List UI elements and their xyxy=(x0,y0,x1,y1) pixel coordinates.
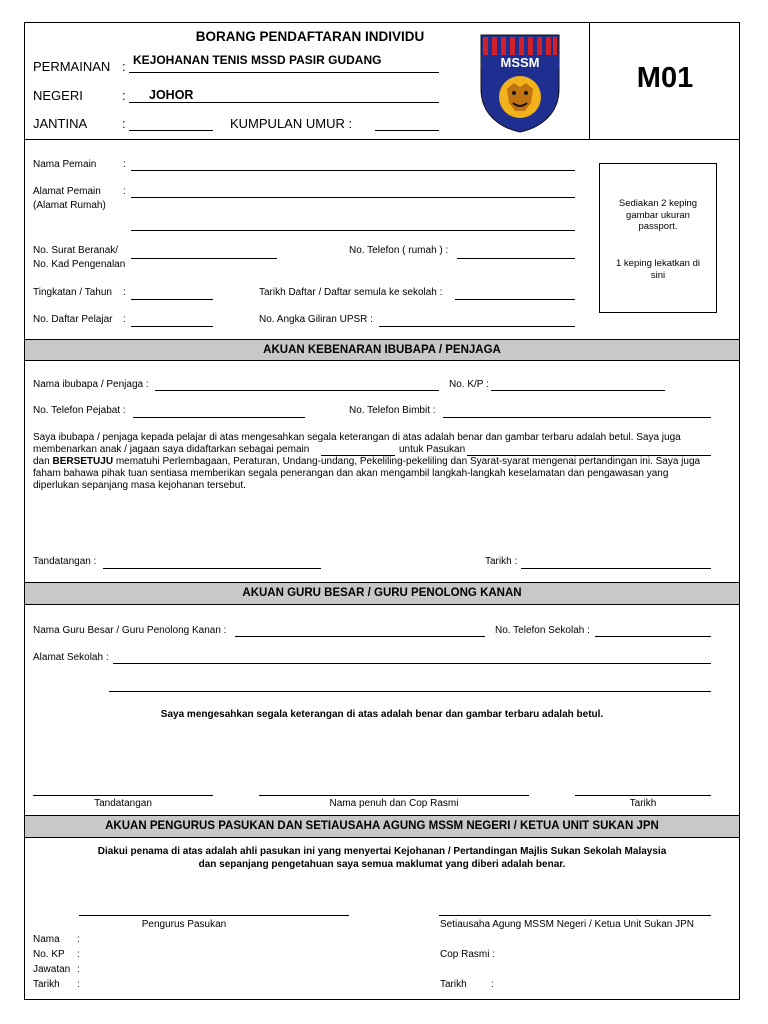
angka-giliran-label: No. Angka Giliran UPSR : xyxy=(259,314,373,325)
negeri-underline xyxy=(129,102,439,103)
surat-beranak-label: No. Surat Beranak/ xyxy=(33,245,119,256)
setiausaha-signature-field[interactable] xyxy=(439,915,711,916)
form-title: BORANG PENDAFTARAN INDIVIDU xyxy=(195,29,425,44)
pengurus-tarikh-colon: : xyxy=(77,979,80,990)
pengurus-tarikh-label: Tarikh xyxy=(33,979,60,990)
guru-tarikh-field[interactable] xyxy=(575,795,711,796)
guru-tarikh-label: Tarikh xyxy=(629,798,657,809)
pengurus-nama-label: Nama xyxy=(33,934,60,945)
guru-tandatangan-field[interactable] xyxy=(33,795,213,796)
section-heading-pengurus: AKUAN PENGURUS PASUKAN DAN SETIAUSAHA AGUNG MSSM NEGERI / KETUA UNIT SUKAN JPN xyxy=(25,815,739,838)
permainan-colon: : xyxy=(122,59,126,74)
alamat-pemain-colon: : xyxy=(123,186,126,197)
kp-ibubapa-label: No. K/P : xyxy=(449,379,489,390)
alamat-pemain-field-2[interactable] xyxy=(131,230,575,231)
pengurus-nama-colon: : xyxy=(77,934,80,945)
ibubapa-declaration-line5: diperlukan sepanjang masa kejohanan tersebut. xyxy=(33,480,246,491)
tel-sekolah-field[interactable] xyxy=(595,636,711,637)
tarikh-daftar-field[interactable] xyxy=(455,299,575,300)
dan-text: dan xyxy=(33,456,50,467)
permainan-label: PERMAINAN xyxy=(33,59,111,74)
pengurus-statement-line1: Diakui penama di atas adalah ahli pasukan ini yang menyertai Kejohanan / Pertandingan Majlis Sukan Sekolah Malaysia xyxy=(97,846,667,857)
bersetuju-text: BERSETUJU xyxy=(52,456,114,467)
negeri-value[interactable]: JOHOR xyxy=(149,88,194,102)
tarikh-daftar-label: Tarikh Daftar / Daftar semula ke sekolah : xyxy=(259,287,443,298)
jantina-field[interactable] xyxy=(129,130,213,131)
nama-pemain-colon: : xyxy=(123,159,126,170)
nama-guru-label: Nama Guru Besar / Guru Penolong Kanan : xyxy=(33,625,227,636)
setiausaha-tarikh-label: Tarikh xyxy=(440,979,467,990)
ibubapa-declaration-line2a: membenarkan anak / jagaan saya didaftarkan sebagai pemain xyxy=(33,444,310,455)
kad-pengenalan-label: No. Kad Pengenalan xyxy=(33,259,126,270)
pengurus-pasukan-label: Pengurus Pasukan xyxy=(141,919,227,930)
tel-sekolah-label: No. Telefon Sekolah : xyxy=(495,625,590,636)
kp-ibubapa-field[interactable] xyxy=(491,390,665,391)
alamat-sekolah-label: Alamat Sekolah : xyxy=(33,652,109,663)
form-code: M01 xyxy=(636,62,694,94)
logo-text: MSSM xyxy=(500,55,540,70)
no-daftar-colon: : xyxy=(123,314,126,325)
pengurus-nokp-label: No. KP xyxy=(33,949,65,960)
tel-bimbit-field[interactable] xyxy=(443,417,711,418)
negeri-colon: : xyxy=(122,88,126,103)
section-heading-ibubapa: AKUAN KEBENARAN IBUBAPA / PENJAGA xyxy=(25,339,739,361)
jantina-colon: : xyxy=(122,116,126,131)
kumpulan-umur-label: KUMPULAN UMUR : xyxy=(230,116,353,131)
mssm-logo xyxy=(477,31,563,133)
ibubapa-declaration-line4: faham bahawa pihak tuan sentiasa memberikan segala penerangan dan akan mengambil langkah-langkah keselamatan dan pengawasan yang xyxy=(33,468,669,479)
ibubapa-declaration-line2b: untuk Pasukan xyxy=(399,444,466,455)
guru-statement: Saya mengesahkan segala keterangan di atas adalah benar dan gambar terbaru adalah betul. xyxy=(160,709,604,720)
ibubapa-tarikh-label: Tarikh : xyxy=(485,556,518,567)
ibubapa-tandatangan-field[interactable] xyxy=(103,568,321,569)
guru-nama-cop-label: Nama penuh dan Cop Rasmi xyxy=(329,798,459,809)
tel-pejabat-label: No. Telefon Pejabat : xyxy=(33,405,126,416)
photo-affix-note: 1 keping lekatkan di sini xyxy=(616,258,700,281)
alamat-sekolah-field-2[interactable] xyxy=(109,691,711,692)
permainan-value[interactable]: KEJOHANAN TENIS MSSD PASIR GUDANG xyxy=(133,53,382,67)
photo-instruction: Sediakan 2 keping gambar ukuran passport. xyxy=(618,198,698,232)
pengurus-statement-line2: dan sepanjang pengetahuan saya semua maklumat yang diberi adalah benar. xyxy=(198,859,566,870)
ibubapa-tandatangan-label: Tandatangan : xyxy=(33,556,97,567)
guru-tandatangan-label: Tandatangan xyxy=(94,798,152,809)
registration-form xyxy=(24,22,740,1000)
alamat-pemain-field-1[interactable] xyxy=(131,197,575,198)
no-daftar-label: No. Daftar Pelajar xyxy=(33,314,113,325)
alamat-sekolah-field-1[interactable] xyxy=(113,663,711,664)
setiausaha-tarikh-colon: : xyxy=(491,979,494,990)
tel-bimbit-label: No. Telefon Bimbit : xyxy=(349,405,436,416)
nama-guru-field[interactable] xyxy=(235,636,485,637)
nama-pemain-label: Nama Pemain xyxy=(33,159,97,170)
cop-rasmi-label: Cop Rasmi : xyxy=(440,949,496,960)
angka-giliran-field[interactable] xyxy=(379,326,575,327)
permainan-underline xyxy=(129,72,439,73)
telefon-rumah-field[interactable] xyxy=(457,258,575,259)
mematuhi-text: mematuhi Perlembagaan, Peraturan, Undang-undang, Pekeliling-pekeliling dan Syarat-syarat mengenai pertandingan ini. Saya juga xyxy=(115,456,701,467)
pengurus-jawatan-label: Jawatan xyxy=(33,964,71,975)
section-heading-guru: AKUAN GURU BESAR / GURU PENOLONG KANAN xyxy=(25,582,739,605)
tingkatan-field[interactable] xyxy=(131,299,213,300)
no-daftar-field[interactable] xyxy=(131,326,213,327)
setiausaha-label: Setiausaha Agung MSSM Negeri / Ketua Unit Sukan JPN xyxy=(440,919,695,930)
pengurus-signature-field[interactable] xyxy=(79,915,349,916)
kumpulan-umur-field[interactable] xyxy=(375,130,439,131)
tel-pejabat-field[interactable] xyxy=(133,417,305,418)
ibubapa-tarikh-field[interactable] xyxy=(521,568,711,569)
nama-ibubapa-label: Nama ibubapa / Penjaga : xyxy=(33,379,149,390)
header-bottom-border xyxy=(25,139,739,140)
surat-beranak-field[interactable] xyxy=(131,258,277,259)
alamat-pemain-label: Alamat Pemain xyxy=(33,186,101,197)
negeri-label: NEGERI xyxy=(33,88,83,103)
guru-nama-cop-field[interactable] xyxy=(259,795,529,796)
nama-ibubapa-field[interactable] xyxy=(155,390,439,391)
pengurus-nokp-colon: : xyxy=(77,949,80,960)
tingkatan-colon: : xyxy=(123,287,126,298)
pengurus-jawatan-colon: : xyxy=(77,964,80,975)
nama-pemain-field[interactable] xyxy=(131,170,575,171)
photo-box[interactable] xyxy=(599,163,717,313)
ibubapa-declaration-line3 xyxy=(33,456,729,468)
telefon-rumah-label: No. Telefon ( rumah ) : xyxy=(349,245,449,256)
tingkatan-label: Tingkatan / Tahun xyxy=(33,287,112,298)
ibubapa-declaration-line1: Saya ibubapa / penjaga kepada pelajar di atas mengesahkan segala keterangan di atas adalah benar dan gambar terbaru adalah betul. Saya juga xyxy=(33,432,681,443)
alamat-rumah-label: (Alamat Rumah) xyxy=(33,200,106,211)
jantina-label: JANTINA xyxy=(33,116,88,131)
